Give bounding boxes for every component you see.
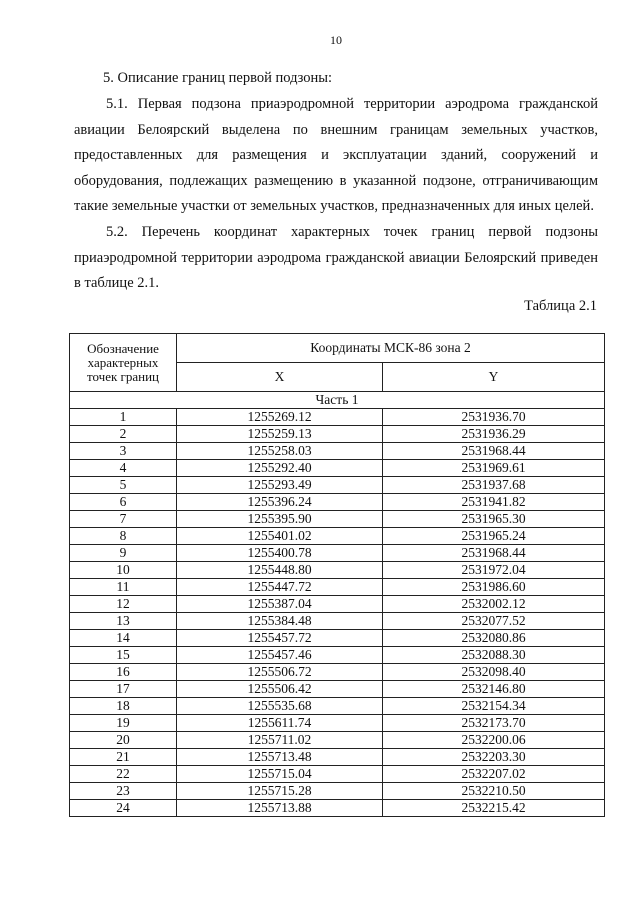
table-row bbox=[70, 629, 605, 646]
x-coordinate-cell: 1255457.46 bbox=[177, 646, 383, 663]
table-row bbox=[70, 425, 605, 442]
x-coordinate-cell: 1255387.04 bbox=[177, 595, 383, 612]
point-number-cell: 14 bbox=[70, 629, 177, 646]
paragraph-5-2: 5.2. Перечень координат характерных точек границ первой подзоны приаэродромной территории аэродрома гражданской авиации Белоярский приведен в таблице 2.1. bbox=[74, 224, 598, 292]
point-number-cell: 1 bbox=[70, 408, 177, 425]
point-number-cell: 17 bbox=[70, 680, 177, 697]
y-coordinate-cell: 2531986.60 bbox=[383, 578, 605, 595]
table-row bbox=[70, 748, 605, 765]
page-number: 10 bbox=[330, 33, 342, 47]
table-row bbox=[70, 442, 605, 459]
x-coordinate-cell: 1255401.02 bbox=[177, 527, 383, 544]
table-row bbox=[70, 476, 605, 493]
y-coordinate-cell: 2531936.70 bbox=[383, 408, 605, 425]
y-coordinate-cell: 2532146.80 bbox=[383, 680, 605, 697]
y-coordinate-cell: 2532173.70 bbox=[383, 714, 605, 731]
point-number-cell: 12 bbox=[70, 595, 177, 612]
header-point-label: Обозначение характерных точек границ bbox=[70, 334, 177, 392]
table-row bbox=[70, 527, 605, 544]
point-number-cell: 8 bbox=[70, 527, 177, 544]
y-coordinate-cell: 2532080.86 bbox=[383, 629, 605, 646]
table-row bbox=[70, 595, 605, 612]
table-row bbox=[70, 544, 605, 561]
point-number-cell: 19 bbox=[70, 714, 177, 731]
table-row bbox=[70, 697, 605, 714]
y-coordinate-cell: 2531936.29 bbox=[383, 425, 605, 442]
y-coordinate-cell: 2531969.61 bbox=[383, 459, 605, 476]
header-y: Y bbox=[383, 363, 605, 392]
x-coordinate-cell: 1255293.49 bbox=[177, 476, 383, 493]
x-coordinate-cell: 1255447.72 bbox=[177, 578, 383, 595]
y-coordinate-cell: 2531968.44 bbox=[383, 544, 605, 561]
x-coordinate-cell: 1255715.04 bbox=[177, 765, 383, 782]
table-row bbox=[70, 680, 605, 697]
x-coordinate-cell: 1255506.42 bbox=[177, 680, 383, 697]
point-number-cell: 7 bbox=[70, 510, 177, 527]
table-row bbox=[70, 493, 605, 510]
paragraph-5-1: 5.1. Первая подзона приаэродромной территории аэродрома гражданской авиации Белоярский выделена по внешним границам земельных участков, предоставленных для размещения и эксплуатации зданий, сооружений и оборудования, подлежащих размещению в указанной подзоне, отграничивающим такие земельные участки от земельных участков, предназначенных для иных целей. bbox=[74, 96, 598, 215]
y-coordinate-cell: 2532002.12 bbox=[383, 595, 605, 612]
x-coordinate-cell: 1255715.28 bbox=[177, 782, 383, 799]
x-coordinate-cell: 1255259.13 bbox=[177, 425, 383, 442]
point-number-cell: 9 bbox=[70, 544, 177, 561]
coordinates-table bbox=[69, 333, 605, 817]
x-coordinate-cell: 1255400.78 bbox=[177, 544, 383, 561]
table-row bbox=[70, 646, 605, 663]
table-part-label: Часть 1 bbox=[70, 392, 605, 409]
y-coordinate-cell: 2531968.44 bbox=[383, 442, 605, 459]
point-number-cell: 5 bbox=[70, 476, 177, 493]
point-number-cell: 4 bbox=[70, 459, 177, 476]
x-coordinate-cell: 1255713.48 bbox=[177, 748, 383, 765]
x-coordinate-cell: 1255384.48 bbox=[177, 612, 383, 629]
x-coordinate-cell: 1255457.72 bbox=[177, 629, 383, 646]
x-coordinate-cell: 1255292.40 bbox=[177, 459, 383, 476]
point-number-cell: 13 bbox=[70, 612, 177, 629]
x-coordinate-cell: 1255611.74 bbox=[177, 714, 383, 731]
x-coordinate-cell: 1255395.90 bbox=[177, 510, 383, 527]
table-row bbox=[70, 782, 605, 799]
point-number-cell: 23 bbox=[70, 782, 177, 799]
y-coordinate-cell: 2532088.30 bbox=[383, 646, 605, 663]
table-row bbox=[70, 612, 605, 629]
section-title: 5. Описание границ первой подзоны: bbox=[103, 70, 333, 86]
point-number-cell: 10 bbox=[70, 561, 177, 578]
y-coordinate-cell: 2532203.30 bbox=[383, 748, 605, 765]
point-number-cell: 16 bbox=[70, 663, 177, 680]
header-coordinates: Координаты МСК-86 зона 2 bbox=[177, 334, 605, 363]
y-coordinate-cell: 2531941.82 bbox=[383, 493, 605, 510]
table-row bbox=[70, 799, 605, 816]
x-coordinate-cell: 1255713.88 bbox=[177, 799, 383, 816]
y-coordinate-cell: 2532077.52 bbox=[383, 612, 605, 629]
point-number-cell: 6 bbox=[70, 493, 177, 510]
point-number-cell: 2 bbox=[70, 425, 177, 442]
x-coordinate-cell: 1255396.24 bbox=[177, 493, 383, 510]
y-coordinate-cell: 2531965.24 bbox=[383, 527, 605, 544]
table-row bbox=[70, 731, 605, 748]
header-x: X bbox=[177, 363, 383, 392]
x-coordinate-cell: 1255711.02 bbox=[177, 731, 383, 748]
point-number-cell: 24 bbox=[70, 799, 177, 816]
table-row bbox=[70, 578, 605, 595]
table-row bbox=[70, 561, 605, 578]
table-row bbox=[70, 459, 605, 476]
table-caption: Таблица 2.1 bbox=[524, 298, 597, 314]
point-number-cell: 15 bbox=[70, 646, 177, 663]
point-number-cell: 18 bbox=[70, 697, 177, 714]
y-coordinate-cell: 2532200.06 bbox=[383, 731, 605, 748]
table-row bbox=[70, 765, 605, 782]
table-row bbox=[70, 408, 605, 425]
point-number-cell: 20 bbox=[70, 731, 177, 748]
y-coordinate-cell: 2532215.42 bbox=[383, 799, 605, 816]
y-coordinate-cell: 2532098.40 bbox=[383, 663, 605, 680]
x-coordinate-cell: 1255258.03 bbox=[177, 442, 383, 459]
point-number-cell: 21 bbox=[70, 748, 177, 765]
y-coordinate-cell: 2532207.02 bbox=[383, 765, 605, 782]
y-coordinate-cell: 2531972.04 bbox=[383, 561, 605, 578]
point-number-cell: 3 bbox=[70, 442, 177, 459]
table-row bbox=[70, 663, 605, 680]
y-coordinate-cell: 2532210.50 bbox=[383, 782, 605, 799]
x-coordinate-cell: 1255448.80 bbox=[177, 561, 383, 578]
table-row bbox=[70, 510, 605, 527]
y-coordinate-cell: 2532154.34 bbox=[383, 697, 605, 714]
x-coordinate-cell: 1255535.68 bbox=[177, 697, 383, 714]
y-coordinate-cell: 2531937.68 bbox=[383, 476, 605, 493]
x-coordinate-cell: 1255506.72 bbox=[177, 663, 383, 680]
y-coordinate-cell: 2531965.30 bbox=[383, 510, 605, 527]
point-number-cell: 11 bbox=[70, 578, 177, 595]
point-number-cell: 22 bbox=[70, 765, 177, 782]
table-row bbox=[70, 714, 605, 731]
x-coordinate-cell: 1255269.12 bbox=[177, 408, 383, 425]
